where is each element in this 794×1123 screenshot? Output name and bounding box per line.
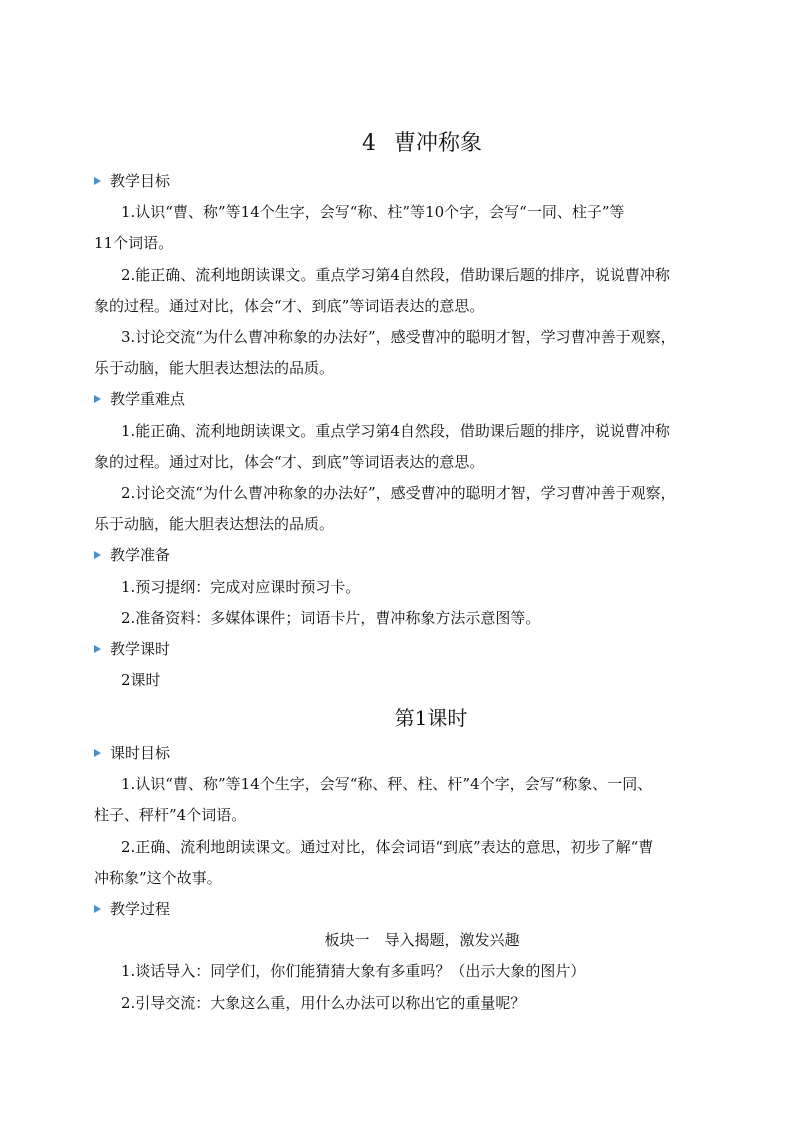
- triangle-bullet-icon: [94, 551, 101, 559]
- triangle-bullet-icon: [94, 905, 101, 913]
- paragraph-line: 3.讨论交流“为什么曹冲称象的办法好”，感受曹冲的聪明才智，学习曹冲善于观察，: [121, 328, 676, 346]
- paragraph-line: 2.准备资料：多媒体课件；词语卡片，曹冲称象方法示意图等。: [121, 609, 541, 627]
- block-title: 板块一 导入揭题，激发兴趣: [324, 931, 520, 949]
- section-heading-hours: 教学课时: [94, 639, 170, 659]
- paragraph-line: 1.预习提纲：完成对应课时预习卡。: [121, 578, 361, 596]
- paragraph-line: 1.能正确、流利地朗读课文。重点学习第4自然段，借助课后题的排序，说说曹冲称: [121, 422, 670, 440]
- paragraph-line: 1.认识“曹、称”等14个生字，会写“称、柱”等10个字，会写“一同、柱子”等: [121, 203, 625, 221]
- paragraph-line: 2.能正确、流利地朗读课文。重点学习第4自然段，借助课后题的排序，说说曹冲称: [121, 266, 670, 284]
- paragraph-line: 柱子、秤杆”4个词语。: [94, 806, 247, 824]
- lesson-number: 4: [361, 131, 376, 156]
- paragraph-line: 2.讨论交流“为什么曹冲称象的办法好”，感受曹冲的聪明才智，学习曹冲善于观察，: [121, 484, 676, 502]
- triangle-bullet-icon: [94, 395, 101, 403]
- paragraph-line: 乐于动脑，能大胆表达想法的品质。: [94, 515, 335, 533]
- paragraph-line: 1.认识“曹、称”等14个生字，会写“称、秤、柱、杆”4个字，会写“称象、一同、: [121, 775, 653, 793]
- section-heading-lesson-goals: 课时目标: [94, 743, 170, 763]
- paragraph-line: 乐于动脑，能大胆表达想法的品质。: [94, 359, 335, 377]
- section-heading-preparation: 教学准备: [94, 545, 170, 565]
- paragraph-line: 11个词语。: [94, 234, 174, 252]
- paragraph-line: 象的过程。通过对比，体会“才、到底”等词语表达的意思。: [94, 297, 485, 315]
- paragraph-line: 象的过程。通过对比，体会“才、到底”等词语表达的意思。: [94, 453, 485, 471]
- lesson-title: 第1课时: [394, 706, 468, 730]
- triangle-bullet-icon: [94, 645, 101, 653]
- triangle-bullet-icon: [94, 177, 101, 185]
- paragraph-line: 2.正确、流利地朗读课文。通过对比，体会词语“到底”表达的意思，初步了解“曹: [121, 838, 654, 856]
- lesson-name: 曹冲称象: [393, 131, 482, 156]
- section-heading-key-points: 教学重难点: [94, 389, 185, 409]
- section-heading-goals: 教学目标: [94, 171, 170, 191]
- paragraph-line: 1.谈话导入：同学们，你们能猜猜大象有多重吗？（出示大象的图片）: [121, 962, 586, 980]
- paragraph-line: 冲称象”这个故事。: [94, 869, 222, 887]
- page-title: [0, 130, 794, 158]
- triangle-bullet-icon: [94, 749, 101, 757]
- paragraph-line: 2.引导交流：大象这么重，用什么办法可以称出它的重量呢？: [121, 994, 526, 1012]
- section-heading-process: 教学过程: [94, 899, 170, 919]
- paragraph-line: 2课时: [121, 671, 161, 689]
